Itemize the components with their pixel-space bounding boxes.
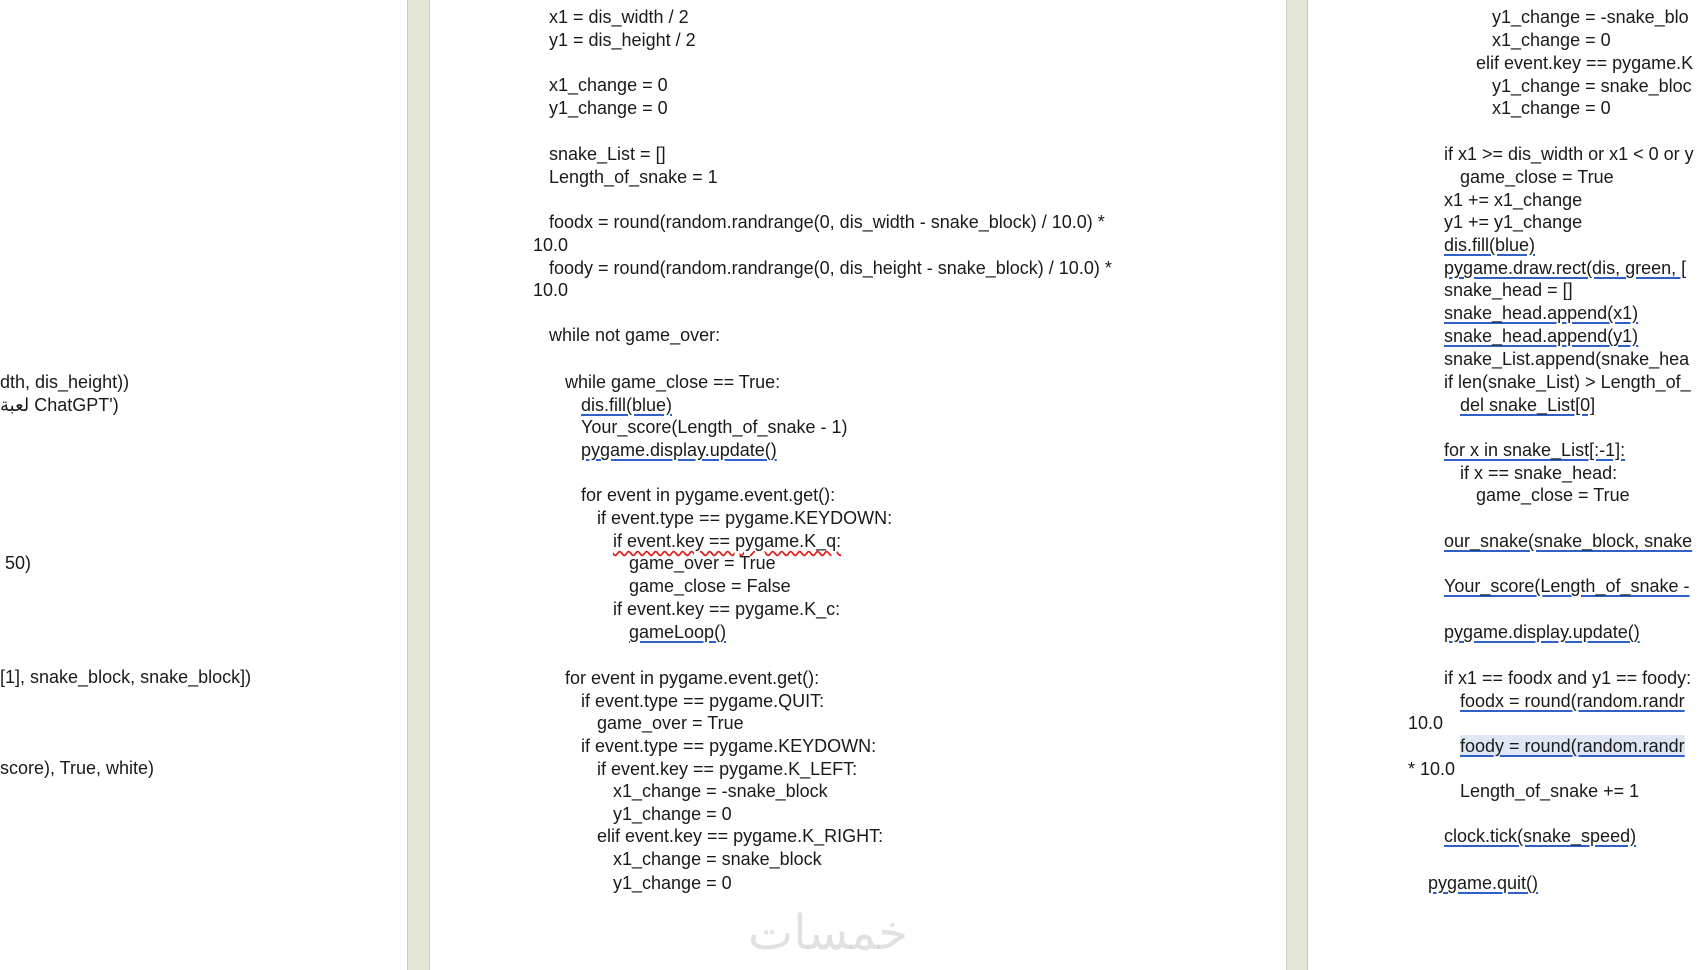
code-line: while not game_over: [549, 325, 721, 345]
code-line: game_over = True [597, 713, 744, 733]
watermark-logo: خمسات [748, 905, 909, 961]
code-line: y1_change = 0 [613, 873, 732, 893]
code-line: y1 = dis_height / 2 [549, 30, 696, 50]
code-line: y1_change = snake_bloc [1492, 76, 1692, 96]
middle-page[interactable] [429, 0, 1287, 970]
code-line: dis.fill(blue) [1444, 235, 1536, 255]
code-line: y1_change = -snake_blo [1492, 7, 1689, 27]
code-line: for event in pygame.event.get(): [565, 668, 820, 688]
code-line: if event.key == pygame.K_LEFT: [597, 759, 858, 779]
code-line: x1 += x1_change [1444, 190, 1583, 210]
code-line: x1_change = 0 [1492, 30, 1611, 50]
code-line: * 10.0 [1408, 759, 1456, 779]
code-line: Length_of_snake = 1 [549, 167, 718, 187]
code-line: if x1 == foodx and y1 == foody: [1444, 668, 1692, 688]
code-line: if event.type == pygame.KEYDOWN: [581, 736, 877, 756]
code-line: if event.type == pygame.KEYDOWN: [597, 508, 893, 528]
code-line: y1_change = 0 [549, 98, 668, 118]
code-line: x1_change = snake_block [613, 849, 822, 869]
code-line: Your_score(Length_of_snake - 1) [581, 417, 848, 437]
code-line: snake_head = [] [1444, 280, 1573, 300]
code-line: for x in snake_List[:-1]: [1444, 440, 1626, 460]
code-line: pygame.draw.rect(dis, green, [ [1444, 258, 1687, 278]
code-line: if x1 >= dis_width or x1 < 0 or y [1444, 144, 1694, 164]
code-line: y1_change = 0 [613, 804, 732, 824]
code-line: y1 += y1_change [1444, 212, 1583, 232]
code-line: dth, dis_height)) [0, 372, 130, 392]
left-page[interactable] [0, 0, 408, 970]
code-line: 50) [0, 553, 32, 573]
code-line: x1 = dis_width / 2 [549, 7, 689, 27]
code-line: Your_score(Length_of_snake - [1444, 576, 1690, 596]
code-line: if event.key == pygame.K_q: [613, 531, 842, 551]
code-line: game_close = True [1460, 167, 1614, 187]
code-line: snake_List = [] [549, 144, 666, 164]
code-line: Length_of_snake += 1 [1460, 781, 1640, 801]
code-line: x1_change = -snake_block [613, 781, 828, 801]
code-line: if x == snake_head: [1460, 463, 1618, 483]
code-line: foody = round(random.randrange(0, dis_height - snake_block) / 10.0) * [549, 258, 1112, 278]
code-line: score), True, white) [0, 758, 155, 778]
code-line: if event.type == pygame.QUIT: [581, 691, 825, 711]
code-line: game_close = True [1476, 485, 1630, 505]
code-line: if len(snake_List) > Length_of_ [1444, 372, 1691, 392]
code-line: x1_change = 0 [549, 75, 668, 95]
code-line: pygame.display.update() [581, 440, 777, 460]
code-line: if event.key == pygame.K_c: [613, 599, 841, 619]
code-line: 10.0 [1408, 713, 1444, 733]
code-line: x1_change = 0 [1492, 98, 1611, 118]
code-line: game_close = False [629, 576, 791, 596]
code-line: game_over = True [629, 553, 776, 573]
code-line: del snake_List[0] [1460, 395, 1596, 415]
code-line: while game_close == True: [565, 372, 781, 392]
code-line: for event in pygame.event.get(): [581, 485, 836, 505]
code-line: لعبة ChatGPT') [0, 395, 119, 415]
code-line: pygame.display.update() [1444, 622, 1640, 642]
code-line: 10.0 [533, 235, 569, 255]
code-line: snake_List.append(snake_hea [1444, 349, 1690, 369]
code-line: snake_head.append(y1) [1444, 326, 1639, 346]
code-line: gameLoop() [629, 622, 727, 642]
right-page[interactable] [1307, 0, 1700, 970]
code-line: dis.fill(blue) [581, 395, 673, 415]
code-line: elif event.key == pygame.K_RIGHT: [597, 826, 884, 846]
code-line: our_snake(snake_block, snake [1444, 531, 1693, 551]
code-line: pygame.quit() [1428, 873, 1539, 893]
code-line: 10.0 [533, 280, 569, 300]
code-line: foodx = round(random.randr [1460, 691, 1685, 711]
code-line: clock.tick(snake_speed) [1444, 826, 1637, 846]
code-line: foody = round(random.randr [1460, 736, 1685, 756]
code-line: [1], snake_block, snake_block]) [0, 667, 252, 687]
code-line: foodx = round(random.randrange(0, dis_width - snake_block) / 10.0) * [549, 212, 1105, 232]
code-line: snake_head.append(x1) [1444, 303, 1639, 323]
code-line: elif event.key == pygame.K [1476, 53, 1694, 73]
